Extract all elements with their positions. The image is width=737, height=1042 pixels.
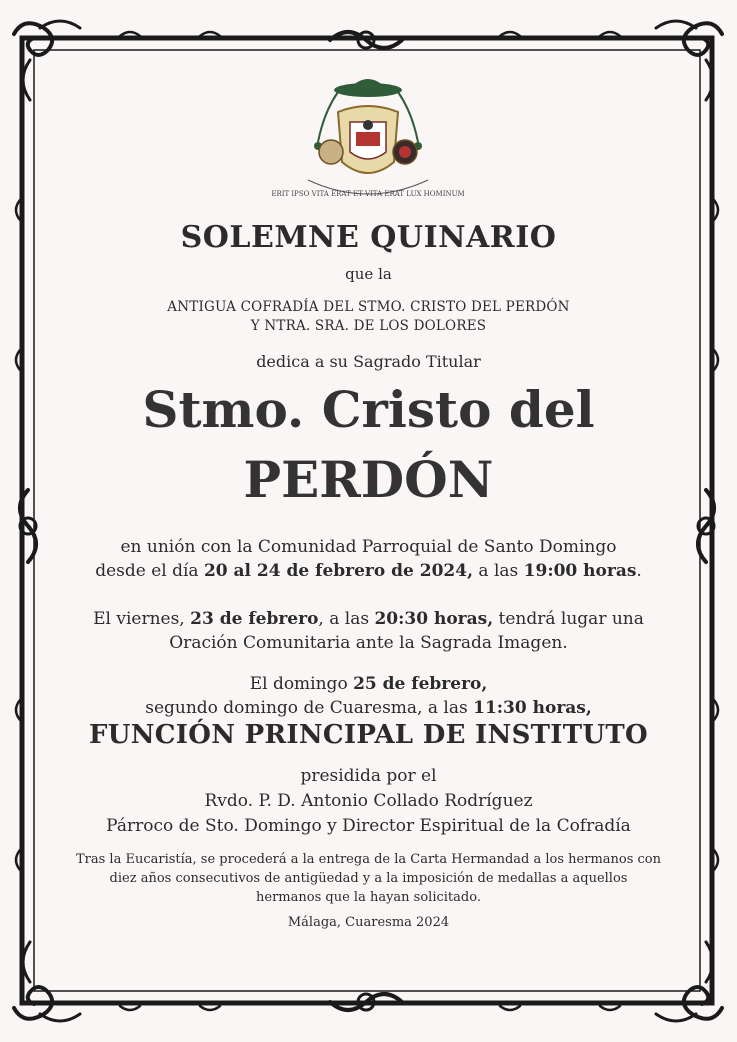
note-line-2: diez años consecutivos de antigüedad y a la imposición de medallas a aquellos (109, 871, 628, 886)
note-line-1: Tras la Eucaristía, se procederá a la entrega de la Carta Hermandad a los hermanos con (75, 852, 662, 867)
announcement-content (60, 60, 677, 980)
quinario-line-1: en unión con la Comunidad Parroquial de Santo Domingo (120, 537, 617, 557)
title: SOLEMNE QUINARIO (180, 220, 557, 255)
celebrant-role: Párroco de Sto. Domingo y Director Espiritual de la Cofradía (106, 816, 631, 836)
note-line-3: hermanos que la hayan solicitado. (256, 890, 481, 905)
brotherhood-line-2: Y NTRA. SRA. DE LOS DOLORES (250, 318, 487, 334)
titular-line-1: Stmo. Cristo del (142, 380, 595, 439)
crest-motto: ERIT IPSO VITA ERAT ET VITA ERAT LUX HOMINUM (271, 190, 465, 198)
funcion-heading: FUNCIÓN PRINCIPAL DE INSTITUTO (89, 720, 648, 750)
oracion-line-1: El viernes, 23 de febrero, a las 20:30 horas, tendrá lugar una (93, 609, 644, 629)
presidida-text: presidida por el (300, 766, 437, 786)
celebrant-name: Rvdo. P. D. Antonio Collado Rodríguez (204, 791, 533, 811)
que-la-text: que la (345, 265, 392, 283)
dedica-text: dedica a su Sagrado Titular (256, 352, 481, 371)
funcion-date-line-1: El domingo 25 de febrero, (249, 674, 488, 694)
quinario-line-2: desde el día 20 al 24 de febrero de 2024, a las 19:00 horas. (95, 561, 642, 581)
coat-of-arms (271, 72, 465, 207)
titular-line-2: PERDÓN (243, 450, 494, 509)
place-date: Málaga, Cuaresma 2024 (287, 915, 450, 930)
brotherhood-line-1: ANTIGUA COFRADÍA DEL STMO. CRISTO DEL PERDÓN (167, 299, 570, 315)
funcion-date-line-2: segundo domingo de Cuaresma, a las 11:30 horas, (145, 698, 592, 718)
oracion-line-2: Oración Comunitaria ante la Sagrada Imagen. (169, 633, 568, 653)
